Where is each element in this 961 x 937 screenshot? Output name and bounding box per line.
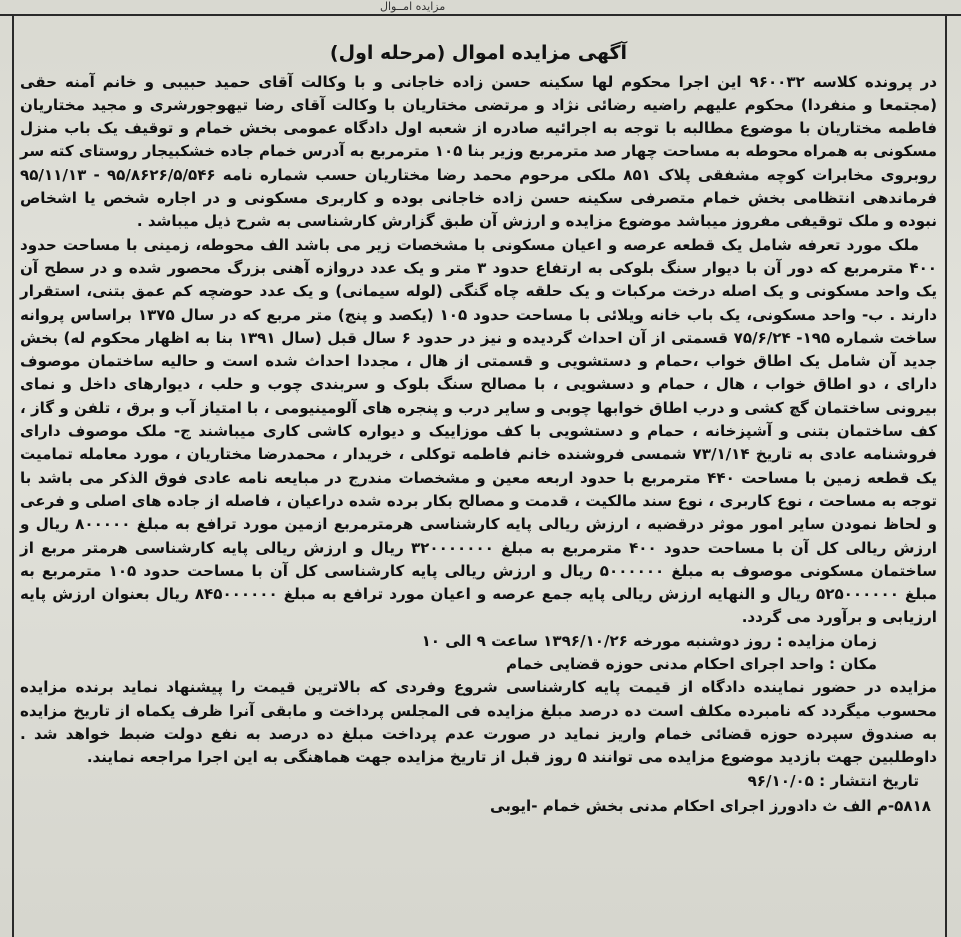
auction-location: مکان : واحد اجرای احکام مدنی حوزه قضایی خمام [506, 655, 877, 674]
cut-header: مزایده امــوال [380, 0, 446, 13]
right-border [945, 16, 947, 937]
notice-paragraph-description: ملک مورد تعرفه شامل یک قطعه عرصه و اعیان مسکونی با مشخصات زیر می باشد الف محوطه، زمینی با مساحت حدود ۴۰۰ مترمربع که دور آن با دیوار سنگ بلوکی به ارتفاع حدود ۳ متر و یک عدد دروازه آهنی بزرگ محصور شده و در سطح آن یک واحد مسکونی و یک اصله درخت مرکبات و یک حلقه چاه گنگی (لوله سیمانی) و یک عدد حوضچه کم عمق بتنی، استقرار دارند . ب- واحد مسکونی، یک باب خانه ویلائی با مساحت حدود ۱۰۵ (یکصد و پنج) متر مربع که در سال ۱۳۷۵ براساس پروانه ساخت شماره ۱۹۵- ۷۵/۶/۲۴ قسمتی از آن احداث گردیده و نیز در حدود ۶ سال قبل (سال ۱۳۹۱ بنا به اظهار محکوم له) بخش جدید آن شامل یک اطاق خواب ،حمام و دستشویی و قسمتی از هال ، مجددا احداث شده است و حالیه ساختمان موصوف دارای ، دو اطاق خواب ، هال ، حمام و دسشویی ، با مصالح سنگ بلوک و سربندی چوب و حلب ، دیوارهای داخل و نمای بیرونی ساختمان گچ کشی و درب اطاق خوابها چوبی و سایر درب و پنجره های آلومینیومی ، با امتیاز آب و برق ، تلفن و گاز ، کف ساختمان بتنی و آشپزخانه ، حمام و دستشویی با کف موزاییک و دیواره کاشی کاری میباشند ج- ملک موصوف دارای فروشنامه عادی به تاریخ ۷۳/۱/۱۴ شمسی فروشنده خانم فاطمه توکلی ، خریدار ، محمدرضا مختاریان ، مورد معامله تمامیت یک قطعه زمین با مساحت ۴۴۰ مترمربع با حدود اربعه معین و مشخصات مندرج در مبایعه نامه عادی فوق الذکر می باشد با توجه به مساحت ، نوع کاربری ، نوع سند مالکیت ، قدمت و مصالح بکار برده شده دراعیان ، فاصله از جاده های اصلی و فرعی و لحاظ نمودن سایر امور موثر درقضیه ، ارزش ریالی پایه کارشناسی هرمترمربع ازمین مورد ترافع به مبلغ ۸۰۰۰۰۰ ریال و ارزش ریالی کل آن با مساحت حدود ۴۰۰ مترمربع به مبلغ ۳۲۰۰۰۰۰۰۰ ریال و ارزش ریالی پایه کارشناسی هرمتر مربع از ساختمان مسکونی موصوف به مبلغ ۵۰۰۰۰۰۰ ریال و ارزش ریالی پایه کارشناسی کل آن با مساحت حدود ۱۰۵ مترمربع به مبلغ ۵۲۵۰۰۰۰۰۰ ریال و النهایه ارزش ریالی پایه جمع عرصه و اعیان مورد ترافع به مبلغ ۸۴۵۰۰۰۰۰۰ ریال بعنوان ارزش پایه ارزیابی و برآورد می گردد. [20, 235, 938, 627]
auction-notice [20, 40, 937, 929]
left-border [12, 16, 14, 937]
notice-paragraph-intro: در پرونده کلاسه ۹۶۰۰۳۲ این اجرا محکوم لها سکینه حسن زاده خاجانی و با وکالت آقای حمید حبیبی و خانم آمنه حقی (مجتمعا و منفردا) محکوم علیهم راضیه رضائی نژاد و مرتضی مختاریان با وکالت آقای رضا تیهوجورشری و مجید مختاریان فاطمه مختاریان با موضوع مطالبه با توجه به اجرائیه صادره از شعبه اول دادگاه عمومی بخش خمام و توقیف یک باب منزل مسکونی به همراه محوطه به مساحت چهار صد مترمربع وزیر بنا ۱۰۵ مترمربع به آدرس خمام جاده خشکبیجار روستای کته سر روبروی مخابرات کوچه مشفقی پلاک ۸۵۱ ملکی مرحوم محمد رضا مختاریان حسب شماره نامه ۹۵/۸۶۲۶/۵/۵۴۶ - ۹۵/۱۱/۱۳ فرماندهی انتظامی بخش خمام متصرفی سکینه حسن زاده خاجانی بوده و کاربری مسکونی و در اجاره شخص یا اشخاص نبوده و ملک توقیفی مفروز میباشد موضوع مزایده و ارزش آن طبق گزارش کارشناسی به شرح ذیل میباشد . [20, 72, 938, 231]
auction-time: زمان مزایده : روز دوشنبه مورخه ۱۳۹۶/۱۰/۲۶ ساعت ۹ الی ۱۰ [421, 631, 877, 650]
publish-date: تاریخ انتشار : ۹۶/۱۰/۰۵ [747, 771, 919, 790]
signature-line: ۵۸۱۸-م الف ث دادورز اجرای احکام مدنی بخش خمام -ایوبی [489, 796, 931, 815]
top-divider [0, 14, 961, 16]
notice-paragraph-terms: مزایده در حضور نماینده دادگاه از قیمت پایه کارشناسی شروع وفردی که بالاترین قیمت را پیشنهاد نماید برنده مزایده محسوب میگردد که نامبرده مکلف است ده درصد مبلغ مزایده فی المجلس پرداخت و مابقی آنرا ظرف یکماه از تاریخ مزایده به صندوق سپرده حوزه قضائی خمام واریز نماید در صورت عدم پرداخت مبلغ ده درصد به نفع دولت ضبط خواهد شد . داوطلبین جهت بازدید موضوع مزایده می توانند ۵ روز قبل از تاریخ مزایده جهت هماهنگی به این اجرا مراجعه نمایند. [20, 678, 937, 767]
notice-title: آگهی مزایده اموال (مرحله اول) [329, 42, 628, 64]
